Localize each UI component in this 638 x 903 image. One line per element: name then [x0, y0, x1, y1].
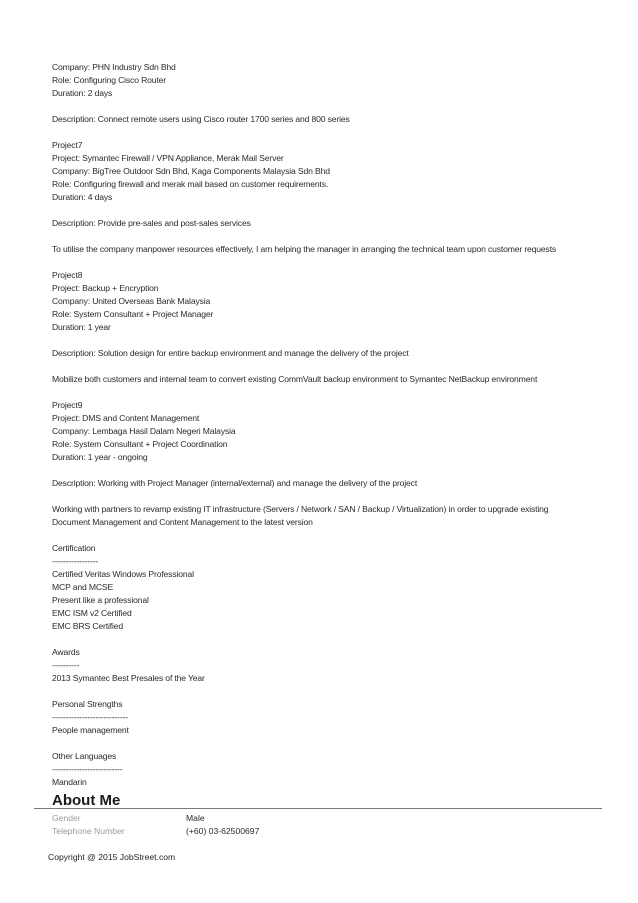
resume-line: Project7: [52, 140, 83, 150]
resume-line: ----------------------------: [52, 712, 128, 722]
resume-line: Project: Backup + Encryption: [52, 283, 159, 293]
about-me-heading: About Me: [52, 792, 121, 809]
resume-line: Role: Configuring Cisco Router: [52, 75, 166, 85]
resume-line: Project: DMS and Content Management: [52, 413, 200, 423]
telephone-row: [52, 825, 602, 838]
blank-line: [52, 204, 602, 217]
resume-line: Role: System Consultant + Project Coordination: [52, 439, 228, 449]
blank-line: [52, 529, 602, 542]
blank-line: [52, 490, 602, 503]
blank-line: [52, 737, 602, 750]
resume-line: Mobilize both customers and internal team to convert existing CommVault backup environment to Symantec NetBackup environment: [52, 374, 538, 384]
resume-line: Project8: [52, 270, 83, 280]
resume-line: Company: Lembaga Hasil Dalam Negeri Malaysia: [52, 426, 236, 436]
resume-line: Duration: 2 days: [52, 88, 113, 98]
gender-label: Gender: [52, 813, 81, 823]
resume-line: Company: BigTree Outdoor Sdn Bhd, Kaga Components Malaysia Sdn Bhd: [52, 166, 330, 176]
resume-line: Project: Symantec Firewall / VPN Appliance, Merak Mail Server: [52, 153, 284, 163]
resume-line: EMC ISM v2 Certified: [52, 608, 132, 618]
blank-line: [52, 230, 602, 243]
resume-line: Certification: [52, 543, 96, 553]
resume-line: Duration: 1 year - ongoing: [52, 452, 148, 462]
resume-line: People management: [52, 725, 129, 735]
resume-line: Description: Provide pre-sales and post-sales services: [52, 218, 251, 228]
resume-line: Certified Veritas Windows Professional: [52, 569, 194, 579]
resume-line: Project9: [52, 400, 83, 410]
resume-line: Role: System Consultant + Project Manager: [52, 309, 214, 319]
resume-line: Duration: 1 year: [52, 322, 111, 332]
resume-line: --------------------------: [52, 764, 123, 774]
blank-line: [52, 386, 602, 399]
resume-line: Company: United Overseas Bank Malaysia: [52, 296, 211, 306]
blank-line: [52, 256, 602, 269]
blank-line: [52, 334, 602, 347]
blank-line: [52, 633, 602, 646]
resume-line: -----------------: [52, 556, 99, 566]
resume-line: Duration: 4 days: [52, 192, 113, 202]
blank-line: [52, 685, 602, 698]
resume-line: 2013 Symantec Best Presales of the Year: [52, 673, 205, 683]
resume-line: Present like a professional: [52, 595, 149, 605]
copyright-footer: Copyright @ 2015 JobStreet.com: [48, 852, 176, 862]
section-divider: [34, 808, 602, 809]
resume-body: [52, 61, 602, 789]
resume-line: Description: Solution design for entire backup environment and manage the delivery of the project: [52, 348, 409, 358]
resume-line: Other Languages: [52, 751, 117, 761]
resume-line: MCP and MCSE: [52, 582, 114, 592]
resume-line: Mandarin: [52, 777, 87, 787]
resume-line: Working with partners to revamp existing IT infrastructure (Servers / Network / SAN / Backup / Virtualization) in order to upgrade existing: [52, 504, 549, 514]
gender-row: [52, 812, 602, 825]
blank-line: [52, 464, 602, 477]
resume-line: Personal Strengths: [52, 699, 123, 709]
resume-line: Document Management and Content Management to the latest version: [52, 517, 313, 527]
resume-line: Company: PHN Industry Sdn Bhd: [52, 62, 176, 72]
resume-line: Role: Configuring firewall and merak mail based on customer requirements.: [52, 179, 329, 189]
resume-line: EMC BRS Certified: [52, 621, 123, 631]
resume-line: To utilise the company manpower resources effectively, I am helping the manager in arranging the technical team upon customer requests: [52, 244, 557, 254]
blank-line: [52, 100, 602, 113]
blank-line: [52, 126, 602, 139]
telephone-label: Telephone Number: [52, 826, 125, 836]
resume-line: ----------: [52, 660, 80, 670]
telephone-value: (+60) 03-62500697: [186, 826, 260, 836]
resume-line: Description: Connect remote users using Cisco router 1700 series and 800 series: [52, 114, 350, 124]
gender-value: Male: [186, 813, 205, 823]
resume-line: Description: Working with Project Manager (internal/external) and manage the delivery of the project: [52, 478, 418, 488]
blank-line: [52, 360, 602, 373]
resume-line: Awards: [52, 647, 80, 657]
